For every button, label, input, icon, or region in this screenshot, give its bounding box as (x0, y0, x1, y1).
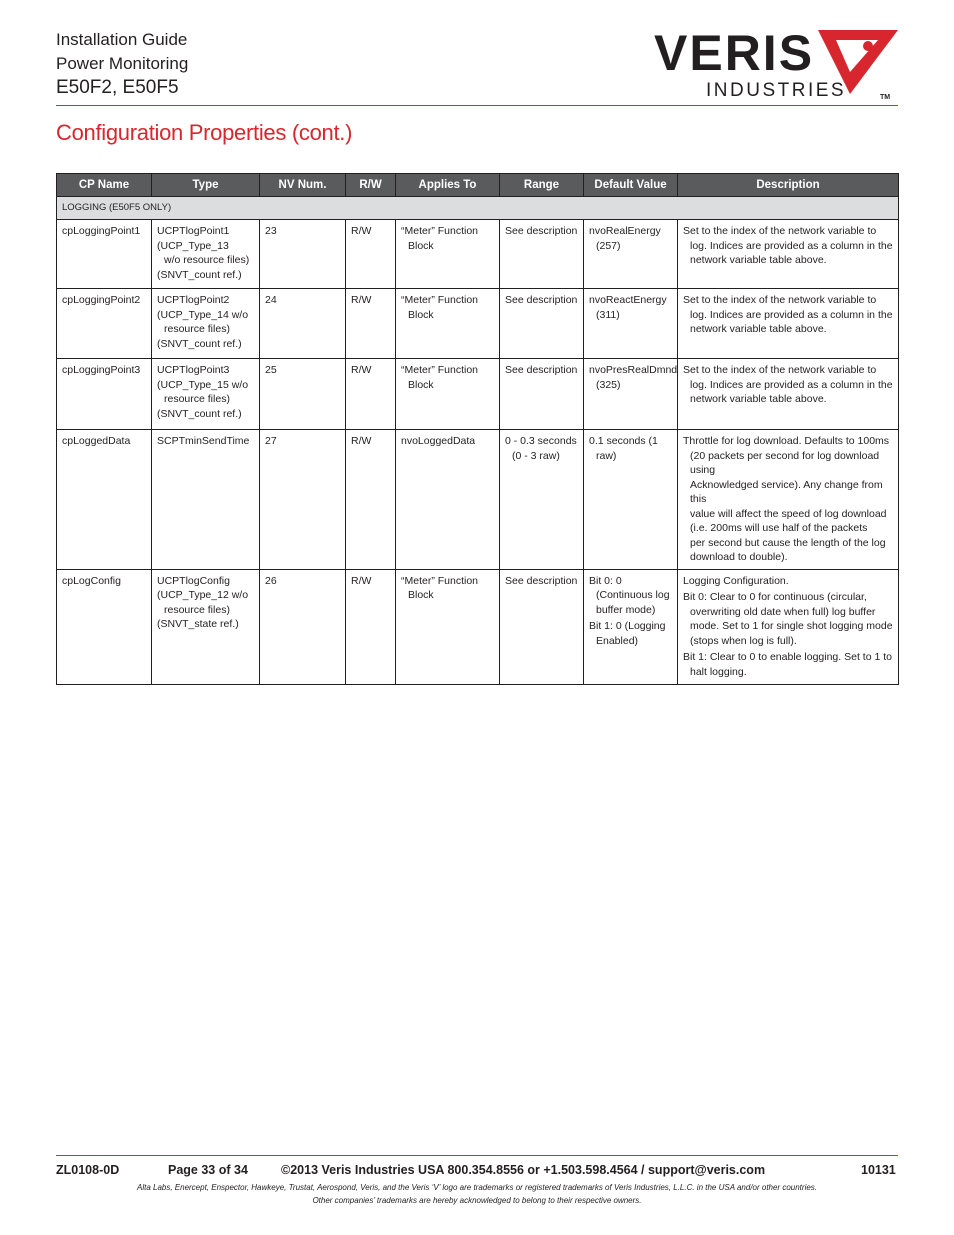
default-value-cell-line: raw) (596, 449, 617, 462)
description-cell-line: Bit 0: Clear to 0 for continuous (circular, (683, 591, 867, 603)
description-cell-line: (20 packets per second for log download using (690, 449, 880, 476)
applies-to-cell (396, 430, 500, 570)
rw-cell: R/W (346, 359, 396, 430)
table-row (57, 289, 899, 359)
section-title: Configuration Properties (cont.) (56, 120, 353, 145)
applies-to-cell (396, 569, 500, 684)
nv-num-cell: 26 (260, 569, 346, 684)
range-cell-line: See description (505, 294, 578, 306)
nv-num-cell: 27 (260, 430, 346, 570)
header-model: E50F2, E50F5 (56, 77, 179, 98)
range-cell-line: See description (505, 225, 578, 237)
footer-divider (56, 1155, 898, 1156)
description-cell-line: (i.e. 200ms will use half of the packets (690, 522, 868, 534)
rw-cell: R/W (346, 569, 396, 684)
header-product-line: Power Monitoring (56, 54, 189, 73)
table-row (57, 430, 899, 570)
description-cell (678, 569, 899, 684)
logo-trademark: TM (880, 94, 891, 101)
column-header: NV Num. (260, 174, 346, 197)
default-value-cell (584, 569, 678, 684)
footer-code: 10131 (861, 1163, 896, 1177)
description-cell-line: (stops when log is full). (690, 634, 797, 647)
type-cell (152, 359, 260, 430)
applies-to-cell-line: Block (408, 378, 434, 391)
range-cell (500, 220, 584, 289)
column-header: Range (500, 174, 584, 197)
description-cell-line: overwriting old date when full) log buffer (690, 605, 876, 618)
description-cell-line: Bit 1: Clear to 0 to enable logging. Set to 1 to (683, 651, 892, 663)
type-cell (152, 569, 260, 684)
description-cell-line: log. Indices are provided as a column in the (690, 378, 893, 391)
description-cell-line: log. Indices are provided as a column in the (690, 308, 893, 321)
column-header: Default Value (584, 174, 678, 197)
applies-to-cell-line: nvoLoggedData (401, 435, 476, 447)
range-cell-line: 0 - 0.3 seconds (505, 435, 577, 447)
group-label: LOGGING (E50F5 ONLY) (57, 197, 899, 220)
logo-wordmark: VERIS (654, 25, 815, 81)
description-cell-line: Logging Configuration. (683, 574, 789, 587)
footer-copyright: ©2013 Veris Industries USA 800.354.8556 or +1.503.598.4564 / support@veris.com (281, 1163, 766, 1177)
type-cell-line: (SNVT_state ref.) (157, 618, 239, 630)
type-cell-line: UCPTlogPoint1 (157, 225, 230, 237)
type-cell-line: w/o resource files) (164, 254, 250, 266)
default-value-cell-line: Bit 1: 0 (Logging (589, 620, 666, 632)
description-cell-line: halt logging. (690, 665, 747, 678)
range-cell-line: See description (505, 364, 578, 376)
table-row (57, 359, 899, 430)
rw-cell: R/W (346, 289, 396, 359)
description-cell-line: download to double). (690, 551, 788, 563)
header-guide-title: Installation Guide (56, 30, 188, 49)
applies-to-cell (396, 289, 500, 359)
type-cell-line: (UCP_Type_15 w/o (157, 378, 249, 391)
type-cell-line: (SNVT_count ref.) (157, 337, 242, 350)
default-value-cell-line: buffer mode) (596, 603, 656, 616)
footer-trademarks-others: Other companies’ trademarks are hereby acknowledged to belong to their respective owners. (312, 1196, 642, 1205)
range-cell (500, 289, 584, 359)
type-cell-line: (UCP_Type_12 w/o (157, 589, 249, 601)
default-value-cell-line: nvoRealEnergy (589, 225, 661, 237)
group-row (57, 197, 899, 220)
type-cell-line: SCPTminSendTime (157, 435, 250, 447)
table-header-row (57, 174, 899, 197)
rw-cell: R/W (346, 430, 396, 570)
cp-name-cell: cpLoggingPoint3 (57, 359, 152, 430)
description-cell-line: network variable table above. (690, 393, 827, 405)
nv-num-cell: 25 (260, 359, 346, 430)
applies-to-cell-line: “Meter” Function (401, 294, 479, 306)
description-cell (678, 430, 899, 570)
type-cell-line: resource files) (164, 323, 230, 335)
type-cell-line: resource files) (164, 603, 230, 616)
default-value-cell-line: Enabled) (596, 634, 639, 647)
applies-to-cell-line: Block (408, 239, 434, 252)
applies-to-cell-line: Block (408, 308, 434, 321)
type-cell-line: resource files) (164, 393, 230, 405)
cp-name-cell: cpLoggingPoint2 (57, 289, 152, 359)
default-value-cell-line: nvoReactEnergy (589, 294, 667, 306)
default-value-cell-line: (325) (596, 378, 621, 391)
type-cell-line: (UCP_Type_13 (157, 239, 229, 252)
default-value-cell-line: (311) (596, 308, 620, 321)
default-value-cell-line: (Continuous log (596, 589, 670, 601)
veris-logo (652, 24, 900, 104)
type-cell-line: (SNVT_count ref.) (157, 407, 242, 420)
range-cell (500, 569, 584, 684)
footer-trademarks: Alta Labs, Enercept, Enspector, Hawkeye, Trustat, Aerospond, Veris, and the Veris ‘V’ logo are trademarks or registered trademarks of Veris Industries, L.L.C. in the USA and/or other countries. (136, 1183, 818, 1192)
description-cell-line: network variable table above. (690, 323, 827, 335)
rw-cell: R/W (346, 220, 396, 289)
applies-to-cell (396, 359, 500, 430)
type-cell-line: UCPTlogConfig (157, 574, 230, 587)
type-cell (152, 220, 260, 289)
description-cell (678, 289, 899, 359)
range-cell-line: See description (505, 574, 578, 587)
description-cell-line: value will affect the speed of log download (690, 507, 887, 520)
footer-page-number: Page 33 of 34 (168, 1163, 248, 1177)
description-cell-line: Set to the index of the network variable to (683, 364, 877, 376)
description-cell-line: mode. Set to 1 for single shot logging mode (690, 620, 893, 632)
default-value-cell-line: Bit 0: 0 (589, 574, 622, 587)
description-cell-line: Throttle for log download. Defaults to 100ms (683, 435, 890, 447)
description-cell-line: Set to the index of the network variable to (683, 294, 877, 306)
nv-num-cell: 24 (260, 289, 346, 359)
type-cell-line: UCPTlogPoint3 (157, 364, 230, 376)
description-cell-line: log. Indices are provided as a column in the (690, 239, 893, 252)
type-cell-line: (UCP_Type_14 w/o (157, 308, 249, 321)
table-row (57, 569, 899, 684)
type-cell (152, 430, 260, 570)
cp-name-cell: cpLogConfig (57, 569, 152, 684)
nv-num-cell: 23 (260, 220, 346, 289)
applies-to-cell-line: Block (408, 589, 434, 601)
description-cell-line: per second but cause the length of the log (690, 536, 886, 549)
type-cell (152, 289, 260, 359)
default-value-cell-line: 0.1 seconds (1 (589, 435, 658, 447)
logo-industries: INDUSTRIES (706, 80, 847, 101)
table-row (57, 220, 899, 289)
range-cell (500, 359, 584, 430)
cp-name-cell: cpLoggingPoint1 (57, 220, 152, 289)
description-cell-line: Acknowledged service). Any change from this (690, 478, 883, 505)
default-value-cell (584, 289, 678, 359)
range-cell (500, 430, 584, 570)
default-value-cell (584, 359, 678, 430)
default-value-cell (584, 220, 678, 289)
column-header: CP Name (57, 174, 152, 197)
type-cell-line: UCPTlogPoint2 (157, 294, 230, 306)
applies-to-cell (396, 220, 500, 289)
description-cell (678, 220, 899, 289)
applies-to-cell-line: “Meter” Function (401, 364, 479, 376)
default-value-cell-line: nvoPresRealDmnd (589, 364, 678, 376)
column-header: Type (152, 174, 260, 197)
column-header: Applies To (396, 174, 500, 197)
default-value-cell-line: (257) (596, 239, 621, 252)
column-header: Description (678, 174, 899, 197)
column-header: R/W (346, 174, 396, 197)
default-value-cell (584, 430, 678, 570)
document-header (56, 28, 188, 100)
cp-name-cell: cpLoggedData (57, 430, 152, 570)
description-cell-line: Set to the index of the network variable to (683, 225, 877, 237)
description-cell (678, 359, 899, 430)
range-cell-line: (0 - 3 raw) (512, 449, 560, 462)
footer-doc-id: ZL0108-0D (56, 1163, 120, 1177)
configuration-properties-table (56, 173, 899, 685)
description-cell-line: network variable table above. (690, 254, 827, 266)
type-cell-line: (SNVT_count ref.) (157, 268, 242, 281)
header-divider (56, 105, 898, 106)
applies-to-cell-line: “Meter” Function (401, 225, 479, 237)
applies-to-cell-line: “Meter” Function (401, 574, 479, 587)
